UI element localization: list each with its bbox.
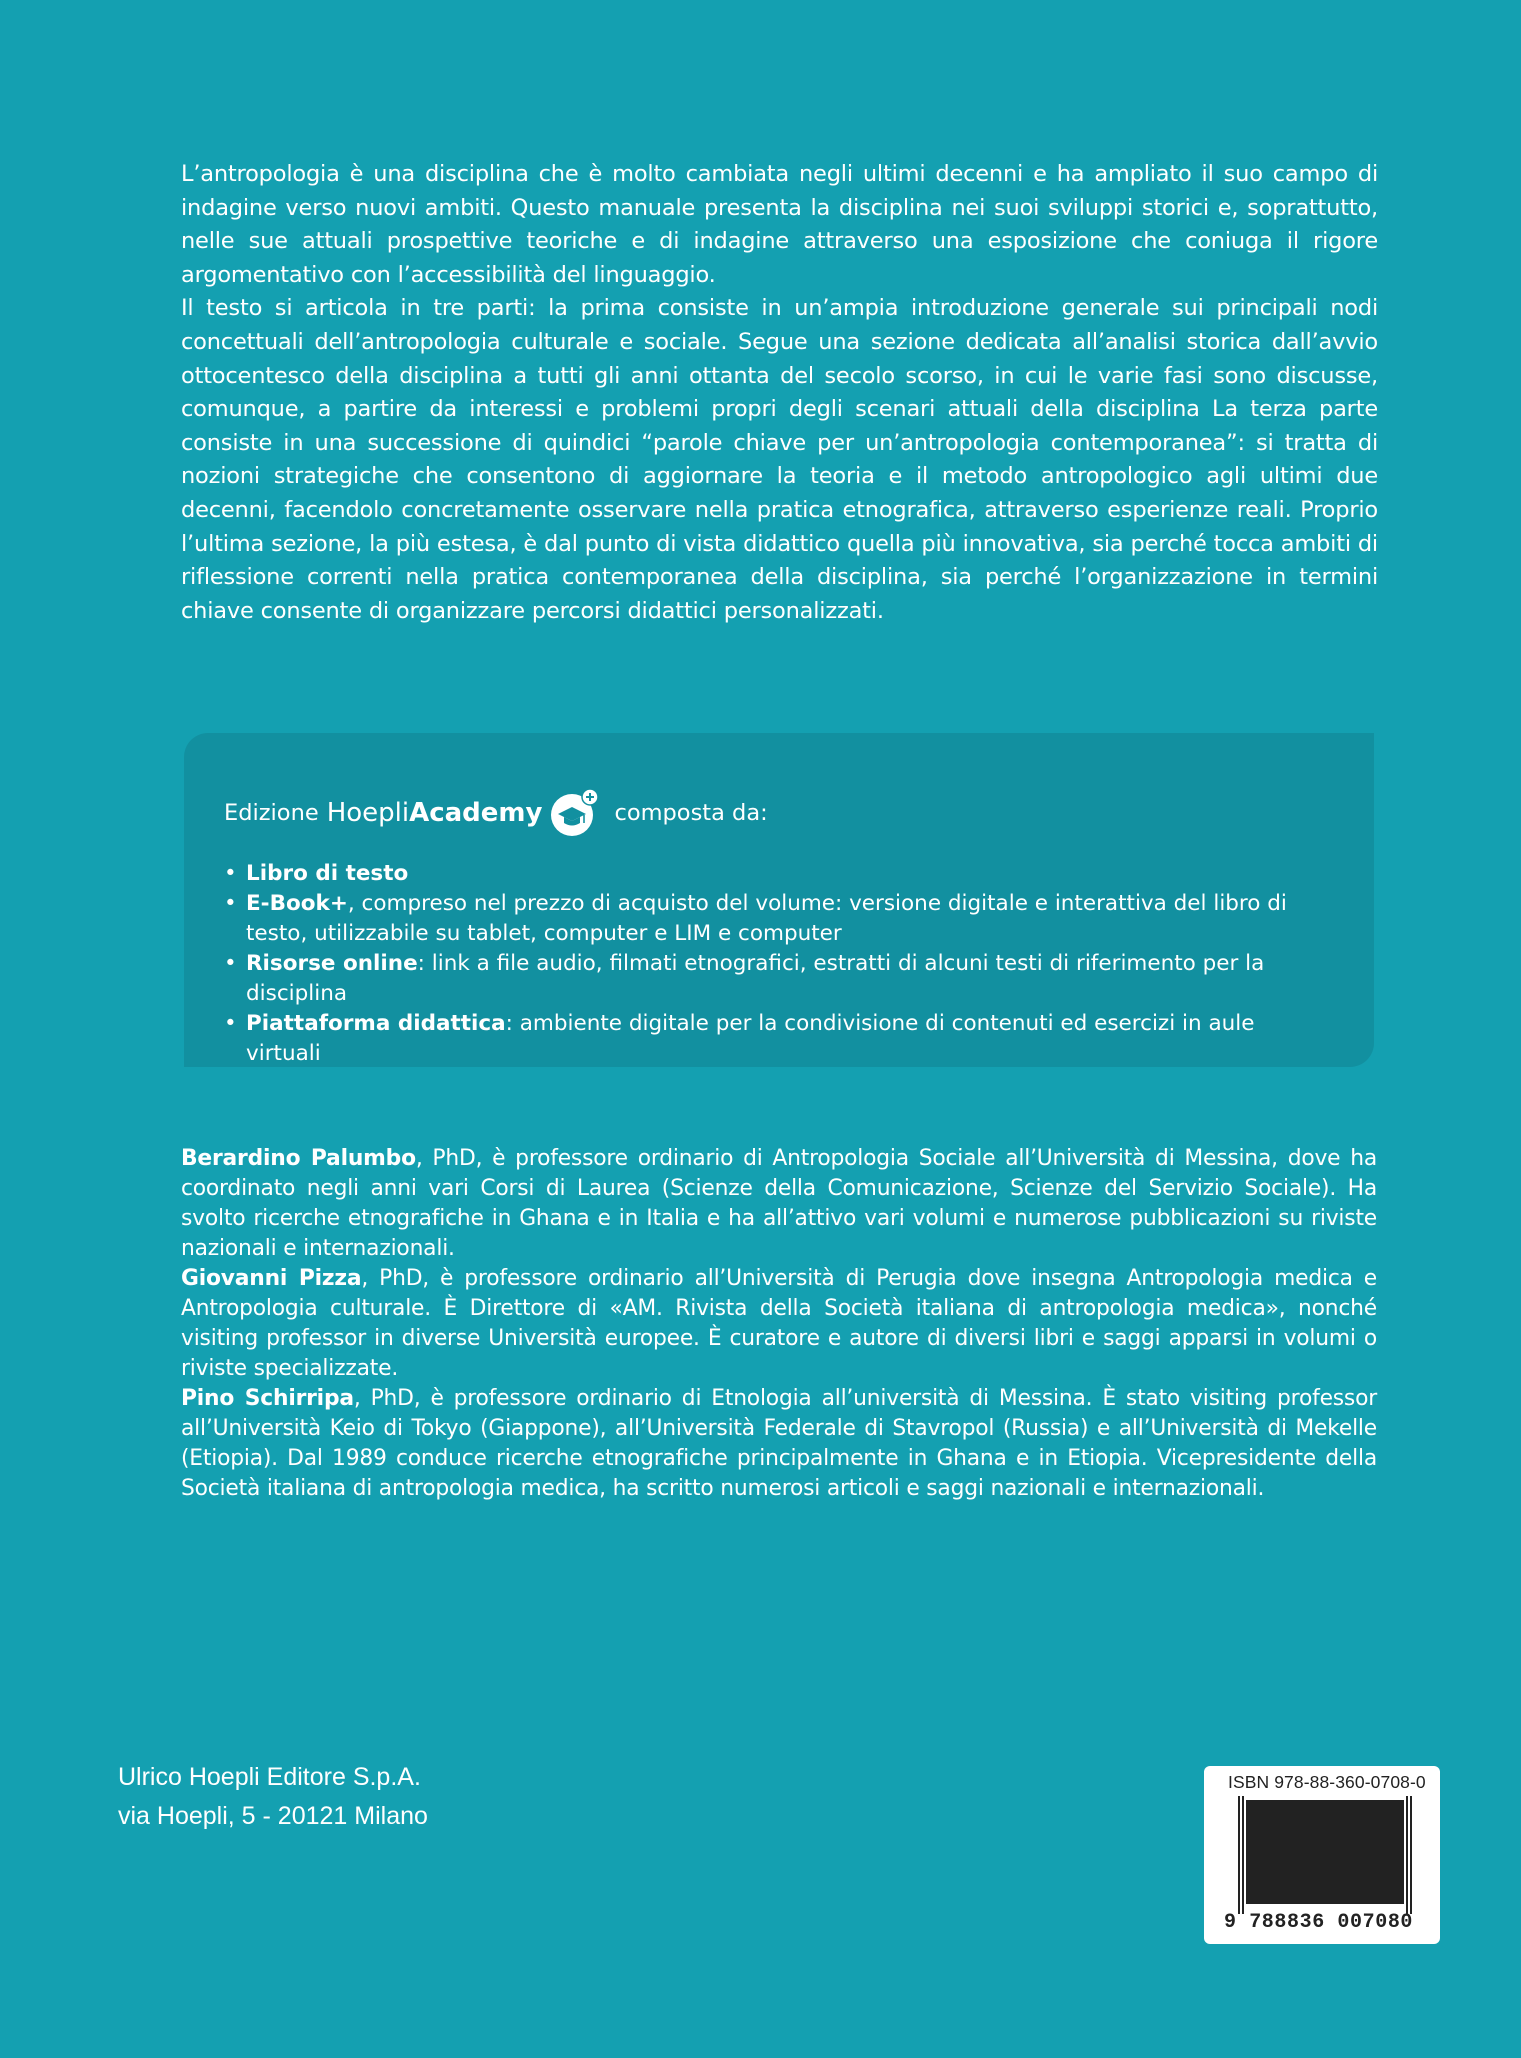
intro-paragraph-2: Il testo si articola in tre parti: la prima consiste in un’ampia introduzione generale sui principali nodi concettuali dell’antropologia culturale e sociale. Segue una sezione dedicata all’analisi storica dall’avvio ottocentesco della disciplina a tutti gli anni ottanta del secolo scorso, in cui le varie fasi sono discusse, comunque, a partire da interessi e problemi propri degli scenari attuali della disciplina La terza parte consiste in una successione di quindici “parole chiave per un’antropologia contemporanea”: si tratta di nozioni strategiche che consentono di aggiornare la teoria e il metodo antropologico agli ultimi due decenni, facendolo concretamente osservare nella pratica etnografica, attraverso esperienze reali. Proprio l’ultima sezione, la più estesa, è dal punto di vista didattico quella più innovativa, sia perché tocca ambiti di riflessione correnti nella pratica contemporanea della disciplina, sia perché l’organizzazione in termini chiave consente di organizzare percorsi didattici personalizzati. bbox=[181, 295, 1378, 624]
author-bio: Berardino Palumbo, PhD, è professore ordinario di Antropologia Sociale all’Università di Messina, dove ha coordinato negli anni vari Corsi di Laurea (Scienze della Comunicazione, Scienze del Servizio Sociale). Ha svolto ricerche etnografiche in Ghana e in Italia e ha all’attivo vari volumi e numerose pubblicazioni su riviste nazionali e internazionali. bbox=[181, 1146, 1377, 1261]
hoepli-academy-logo: HoepliAcademy bbox=[326, 798, 543, 828]
publisher-name: Ulrico Hoepli Editore S.p.A. bbox=[118, 1763, 421, 1791]
edition-suffix: composta da: bbox=[614, 800, 768, 826]
isbn-number: ISBN 978-88-360-0708-0 bbox=[1228, 1772, 1426, 1792]
barcode-icon bbox=[1224, 1796, 1424, 1914]
author-bios bbox=[181, 1144, 1377, 1504]
graduation-cap-icon bbox=[548, 787, 600, 839]
list-item: • Risorse online: link a file audio, filmati etnografici, estratti di alcuni testi di riferimento per la disciplina bbox=[224, 949, 1334, 1009]
list-item: • E-Book+, compreso nel prezzo di acquisto del volume: versione digitale e interattiva del libro di testo, utilizzabile su tablet, computer e LIM e computer bbox=[224, 889, 1334, 949]
edition-header bbox=[224, 783, 1334, 843]
list-item: • Piattaforma didattica: ambiente digitale per la condivisione di contenuti ed esercizi in aule virtuali bbox=[224, 1009, 1334, 1069]
list-item: • Libro di testo bbox=[224, 859, 1334, 889]
barcode-label bbox=[1204, 1766, 1440, 1944]
author-bio: Giovanni Pizza, PhD, è professore ordinario all’Università di Perugia dove insegna Antropologia medica e Antropologia culturale. È Direttore di «AM. Rivista della Società italiana di antropologia medica», nonché visiting professor in diverse Università europee. È curatore e autore di diversi libri e saggi apparsi in volumi o riviste specializzate. bbox=[181, 1266, 1378, 1381]
description-text bbox=[181, 158, 1378, 628]
publisher-street: via Hoepli, 5 - 20121 Milano bbox=[118, 1802, 428, 1830]
ean-digits: 9 788836 007080 bbox=[1224, 1911, 1414, 1934]
edition-box bbox=[184, 733, 1374, 1067]
publisher-address bbox=[118, 1758, 428, 1836]
edition-prefix: Edizione bbox=[224, 800, 319, 826]
intro-paragraph-1: L’antropologia è una disciplina che è molto cambiata negli ultimi decenni e ha ampliato il suo campo di indagine verso nuovi ambiti. Questo manuale presenta la disciplina nei suoi sviluppi storici e, soprattutto, nelle sue attuali prospettive teoriche e di indagine attraverso una esposizione che coniuga il rigore argomentativo con l’accessibilità del linguaggio. bbox=[181, 161, 1378, 288]
edition-contents-list bbox=[224, 859, 1334, 1069]
author-bio: Pino Schirripa, PhD, è professore ordinario di Etnologia all’università di Messina. È stato visiting professor all’Università Keio di Tokyo (Giappone), all’Università Federale di Stavropol (Russia) e all’Università di Mekelle (Etiopia). Dal 1989 conduce ricerche etnografiche principalmente in Ghana e in Etiopia. Vicepresidente della Società italiana di antropologia medica, ha scritto numerosi articoli e saggi nazionali e internazionali. bbox=[181, 1386, 1377, 1501]
